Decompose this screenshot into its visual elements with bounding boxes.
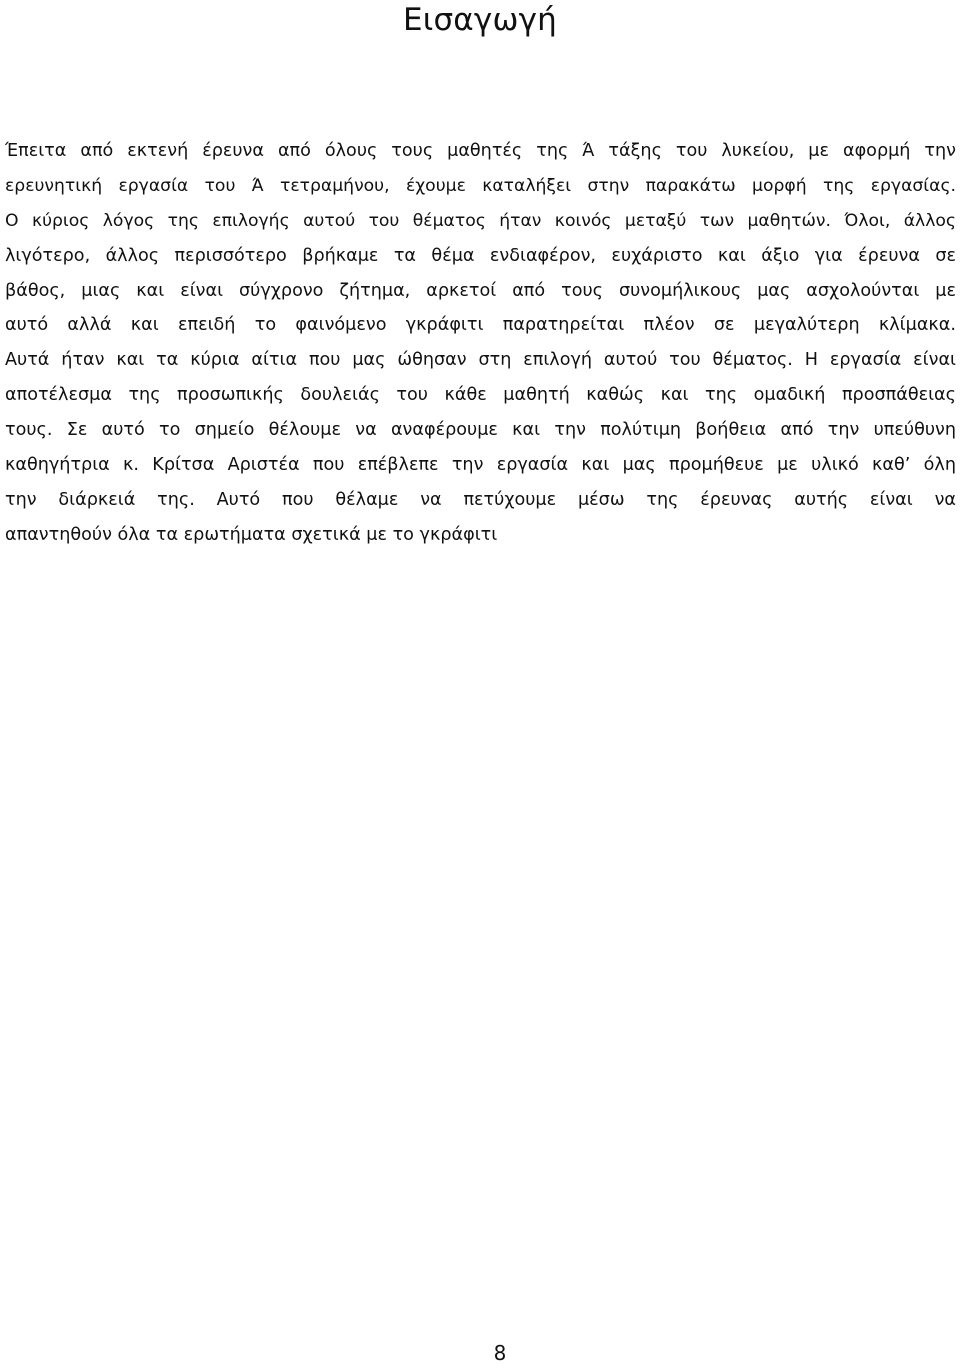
body-paragraph bbox=[5, 134, 956, 553]
paragraph-line: ερευνητική εργασία του Ά τετραμήνου, έχουμε καταλήξει στην παρακάτω μορφή της εργασίας. bbox=[5, 175, 956, 196]
paragraph-line: βάθος, μιας και είναι σύγχρονο ζήτημα, αρκετοί από τους συνομήλικους μας ασχολούνται με bbox=[5, 280, 956, 301]
paragraph-line-last: απαντηθούν όλα τα ερωτήματα σχετικά με το γκράφιτι bbox=[5, 524, 498, 545]
paragraph-line: Έπειτα από εκτενή έρευνα από όλους τους μαθητές της Ά τάξης του λυκείου, με αφορμή την bbox=[5, 141, 956, 161]
paragraph-line: την διάρκειά της. Αυτό που θέλαμε να πετύχουμε μέσω της έρευνας αυτής είναι να bbox=[5, 489, 956, 510]
page-number: 8 bbox=[493, 1341, 507, 1365]
page-title: Εισαγωγή bbox=[402, 2, 558, 38]
paragraph-line: λιγότερο, άλλος περισσότερο βρήκαμε τα θέμα ενδιαφέρον, ευχάριστο και άξιο για έρευνα σε bbox=[5, 245, 956, 266]
paragraph-line: Ο κύριος λόγος της επιλογής αυτού του θέματος ήταν κοινός μεταξύ των μαθητών. Όλοι, άλλος bbox=[5, 210, 956, 231]
paragraph-line: αυτό αλλά και επειδή το φαινόμενο γκράφιτι παρατηρείται πλέον σε μεγαλύτερη κλίμακα. bbox=[5, 315, 956, 336]
paragraph-line: αποτέλεσμα της προσωπικής δουλειάς του κάθε μαθητή καθώς και της ομαδική προσπάθειας bbox=[5, 385, 956, 406]
paragraph-line: Αυτά ήταν και τα κύρια αίτια που μας ώθησαν στη επιλογή αυτού του θέματος. Η εργασία είναι bbox=[5, 350, 956, 371]
paragraph-line: τους. Σε αυτό το σημείο θέλουμε να αναφέρουμε και την πολύτιμη βοήθεια από την υπεύθυνη bbox=[5, 420, 956, 441]
paragraph-line: καθηγήτρια κ. Κρίτσα Αριστέα που επέβλεπε την εργασία και μας προμήθευε με υλικό καθ’ όλη bbox=[5, 455, 956, 476]
